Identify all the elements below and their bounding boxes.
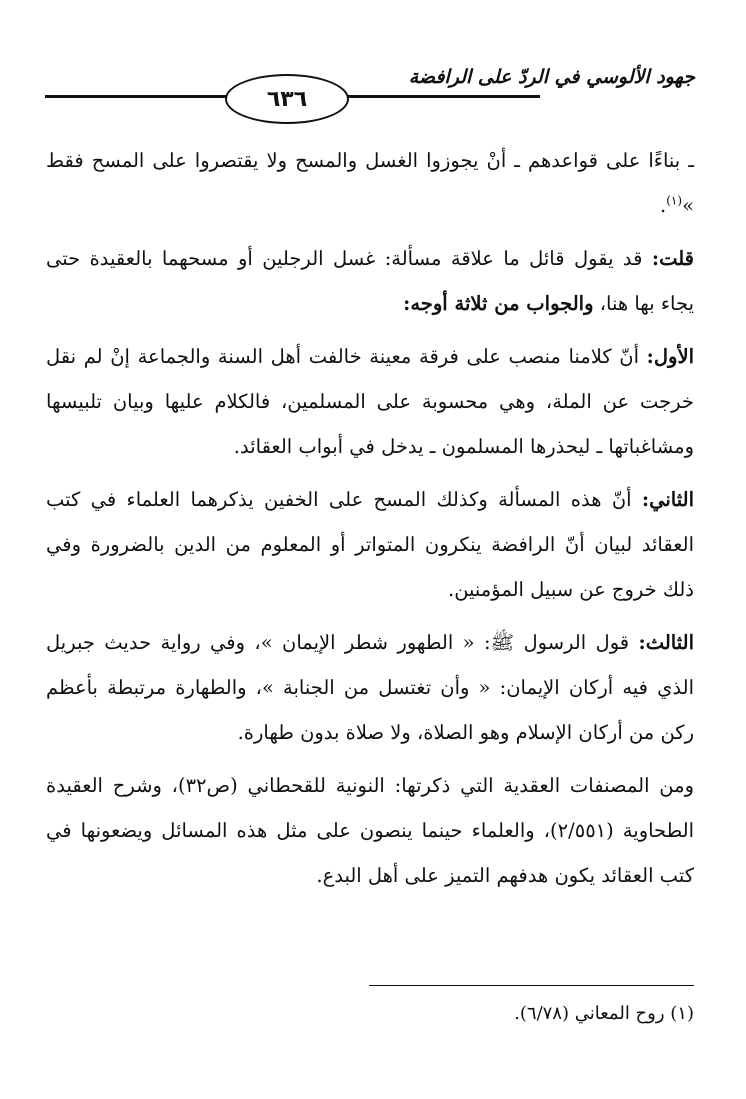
p3-text: أنّ كلامنا منصب على فرقة معينة خالفت أهل السنة والجماعة إنْ لم نقل خرجت عن الملة، وهي محسوبة على المسلمين، فالكلام عليها وبيان تلبيسها ومشاغباتها ـ ليحذرها المسلمون ـ يدخل في أبواب العقائد. [46, 345, 694, 458]
p3-label: الأول: [646, 345, 694, 368]
paragraph-5 [46, 620, 694, 755]
p1-end: . [660, 194, 667, 217]
paragraph-3 [46, 334, 694, 469]
page-body [46, 138, 694, 906]
p2-label: قلت: [651, 247, 694, 270]
p1-text: ـ بناءًا على قواعدهم ـ أنْ يجوزوا الغسل والمسح ولا يقتصروا على المسح فقط » [46, 149, 694, 217]
header-rule-left [45, 95, 215, 98]
p5-label: الثالث: [638, 631, 694, 654]
paragraph-1 [46, 138, 694, 228]
p2-text: قد يقول قائل ما علاقة مسألة: غسل الرجلين أو مسحهما بالعقيدة حتى يجاء بها هنا، [46, 247, 694, 315]
paragraph-6 [46, 763, 694, 898]
p4-label: الثاني: [641, 488, 694, 511]
footnote-divider [369, 985, 694, 986]
footnote-1: (١) روح المعاني (٦/٧٨). [514, 1003, 694, 1024]
p6-text: ومن المصنفات العقدية التي ذكرتها: النونية للقحطاني (ص٣٢)، وشرح العقيدة الطحاوية (٢/٥٥١)، والعلماء حينما ينصون على مثل هذه المسائل ويضعونها في كتب العقائد يكون هدفهم التميز على أهل البدع. [46, 774, 694, 887]
page-header [60, 58, 695, 118]
p4-text: أنّ هذه المسألة وكذلك المسح على الخفين يذكرهما العلماء في كتب العقائد لبيان أنّ الرافضة ينكرون المتواتر أو المعلوم من الدين بالضرورة وفي ذلك خروج عن سبيل المؤمنين. [46, 488, 694, 601]
p2-bold-tail: والجواب من ثلاثة أوجه: [403, 292, 594, 315]
footnote-ref-1[interactable]: (١) [666, 193, 683, 208]
p5-text: قول الرسول ﷺ: « الطهور شطر الإيمان »، وفي رواية حديث جبريل الذي فيه أركان الإيمان: « وأن تغتسل من الجنابة »، والطهارة مرتبطة بأعظم ركن من أركان الإسلام وهو الصلاة، ولا صلاة بدون طهارة. [46, 631, 694, 744]
paragraph-4 [46, 477, 694, 612]
page-number: ٦٣٦ [225, 74, 349, 124]
paragraph-2 [46, 236, 694, 326]
running-title: جهود الألوسي في الردّ على الرافضة [408, 66, 695, 88]
